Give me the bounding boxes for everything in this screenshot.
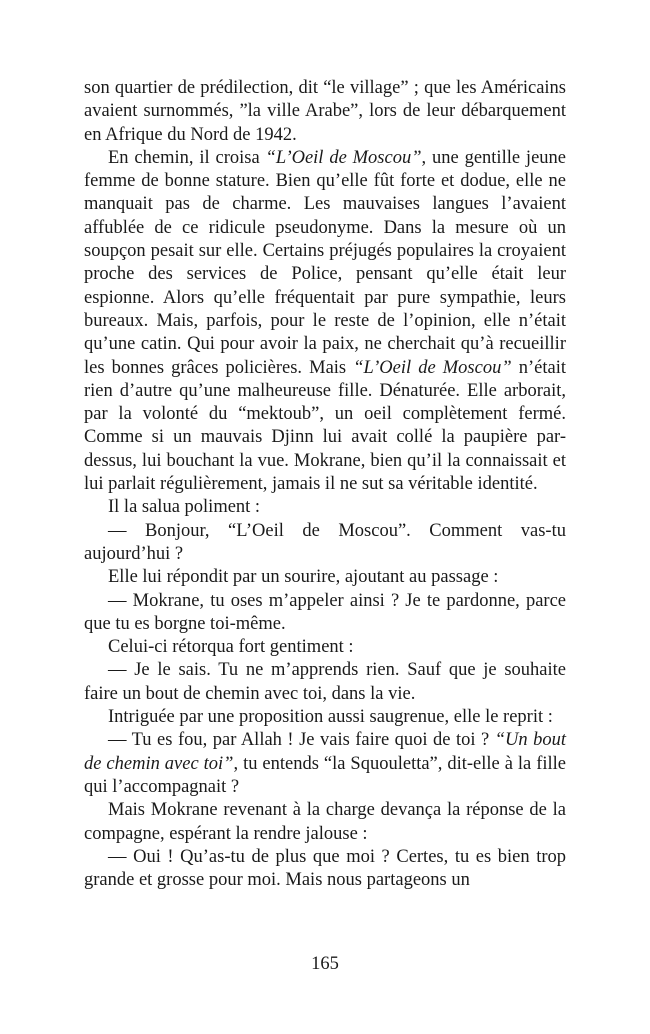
paragraph bbox=[84, 706, 566, 729]
dialogue-paragraph bbox=[84, 659, 566, 706]
text-run: , une gentille jeune femme de bonne stature. Bien qu’elle fût forte et dodue, elle ne manquait pas de charme. Les mauvaises langues l’avaient affublée de ce ridicule pseudonyme. Dans la mesure où un soupçon pesait sur elle. Certains préjugés populaires la croyaient proche des services de Police, pensant qu’elle était leur espionne. Alors qu’elle fréquentait par pure sympathie, leurs bureaux. Mais, parfois, pour le reste de l’opinion, elle n’était qu’une catin. Qui pour avoir la paix, ne cherchait qu’à recueillir les bonnes grâces policières. Mais bbox=[84, 147, 566, 378]
text-run: son quartier de prédilection, dit “le village” ; que les Américains avaient surnommés, ”la ville Arabe”, lors de leur débarquement en Afrique du Nord de 1942. bbox=[84, 78, 566, 145]
dialogue-paragraph bbox=[84, 846, 566, 893]
text-run: — Je le sais. Tu ne m’apprends rien. Sauf que je souhaite faire un bout de chemin avec toi, dans la vie. bbox=[84, 660, 566, 704]
text-run: — Tu es fou, par Allah ! Je vais faire quoi de toi ? bbox=[108, 730, 495, 751]
paragraph bbox=[84, 77, 566, 147]
italic-text-run: “L’Oeil de Moscou” bbox=[353, 357, 512, 378]
paragraph bbox=[84, 147, 566, 496]
page-body bbox=[84, 77, 566, 892]
text-run: En chemin, il croisa bbox=[108, 147, 266, 168]
text-run: Elle lui répondit par un sourire, ajoutant au passage : bbox=[108, 567, 499, 588]
text-run: Il la salua poliment : bbox=[108, 497, 261, 518]
dialogue-paragraph bbox=[84, 590, 566, 637]
page-number: 165 bbox=[311, 954, 339, 974]
italic-text-run: “L’Oeil de Moscou” bbox=[265, 147, 422, 168]
dialogue-paragraph bbox=[84, 520, 566, 567]
text-run: Mais Mokrane revenant à la charge devança la réponse de la compagne, espérant la rendre jalouse : bbox=[84, 800, 566, 844]
text-run: n’était rien d’autre qu’une malheureuse fille. Dénaturée. Elle arborait, par la volonté du “mektoub”, un oeil complètement fermé. Comme si un mauvais Djinn lui avait collé la paupière par-dessus, lui bouchant la vue. Mokrane, bien qu’il la connaissait et lui parlait régulièrement, jamais il ne sut sa véritable identité. bbox=[84, 357, 566, 495]
text-run: Celui-ci rétorqua fort gentiment : bbox=[108, 637, 354, 658]
text-run: — Bonjour, “L’Oeil de Moscou”. Comment vas-tu aujourd’hui ? bbox=[84, 520, 566, 564]
paragraph bbox=[84, 799, 566, 846]
italic-text-run: “Un bout de chemin avec toi” bbox=[84, 730, 567, 774]
paragraph bbox=[84, 636, 566, 659]
text-run: — Oui ! Qu’as-tu de plus que moi ? Certes, tu es bien trop grande et grosse pour moi. Mais nous partageons un bbox=[84, 846, 566, 891]
paragraph bbox=[84, 496, 566, 519]
text-run: — Mokrane, tu oses m’appeler ainsi ? Je te pardonne, parce que tu es borgne toi-même. bbox=[84, 590, 566, 634]
paragraph bbox=[84, 566, 566, 589]
text-run: , tu entends “la Squouletta”, dit-elle à la fille qui l’accompagnait ? bbox=[84, 753, 566, 797]
dialogue-paragraph bbox=[84, 729, 566, 799]
text-run: Intriguée par une proposition aussi saugrenue, elle le reprit : bbox=[108, 707, 553, 728]
